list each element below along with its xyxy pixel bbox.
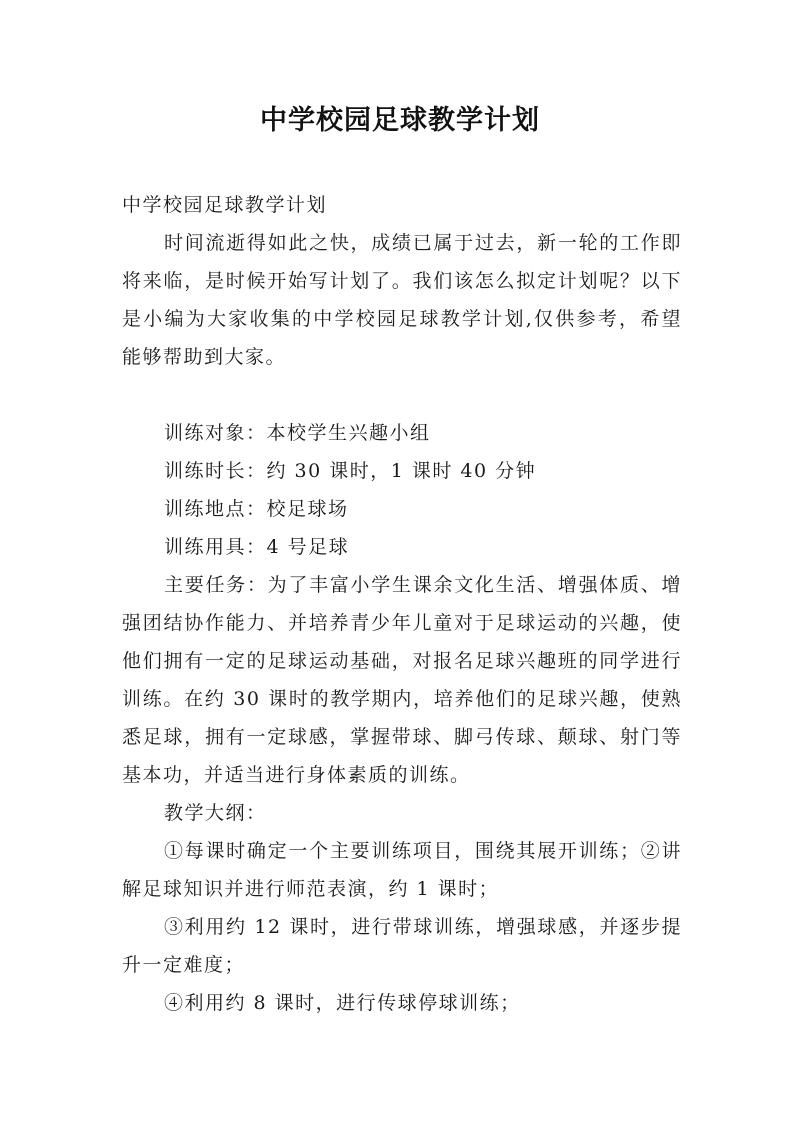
paragraph-spacer (122, 376, 682, 414)
main-task-paragraph: 主要任务：为了丰富小学生课余文化生活、增强体质、增强团结协作能力、并培养青少年儿童对于足球运动的兴趣，使他们拥有一定的足球运动基础，对报名足球兴趣班的同学进行训练。在约 30 课时的教学期内，培养他们的足球兴趣，使熟悉足球，拥有一定球感，掌握带球、脚弓传球、颠球、射门等基本功，并适当进行身体素质的训练。 (122, 574, 682, 786)
document-body (122, 186, 682, 1022)
outline-item: ①每课时确定一个主要训练项目，围绕其展开训练；②讲解足球知识并进行师范表演，约 1 课时； (122, 840, 682, 900)
document-subtitle: 中学校园足球教学计划 (122, 194, 328, 216)
outline-item: ④利用约 8 课时，进行传球停球训练； (164, 992, 521, 1014)
document-title: 中学校园足球教学计划 (260, 105, 540, 136)
training-location: 训练地点：校足球场 (164, 498, 349, 520)
intro-paragraph: 时间流逝得如此之快，成绩已属于过去，新一轮的工作即将来临，是时候开始写计划了。我们该怎么拟定计划呢？以下是小编为大家收集的中学校园足球教学计划,仅供参考，希望能够帮助到大家。 (122, 232, 682, 368)
outline-item: ③利用约 12 课时，进行带球训练，增强球感，并逐步提升一定难度； (122, 916, 682, 976)
training-equipment: 训练用具：4 号足球 (164, 536, 350, 558)
outline-heading: 教学大纲： (164, 802, 267, 824)
training-duration: 训练时长：约 30 课时，1 课时 40 分钟 (164, 460, 537, 482)
training-target: 训练对象：本校学生兴趣小组 (164, 422, 431, 444)
